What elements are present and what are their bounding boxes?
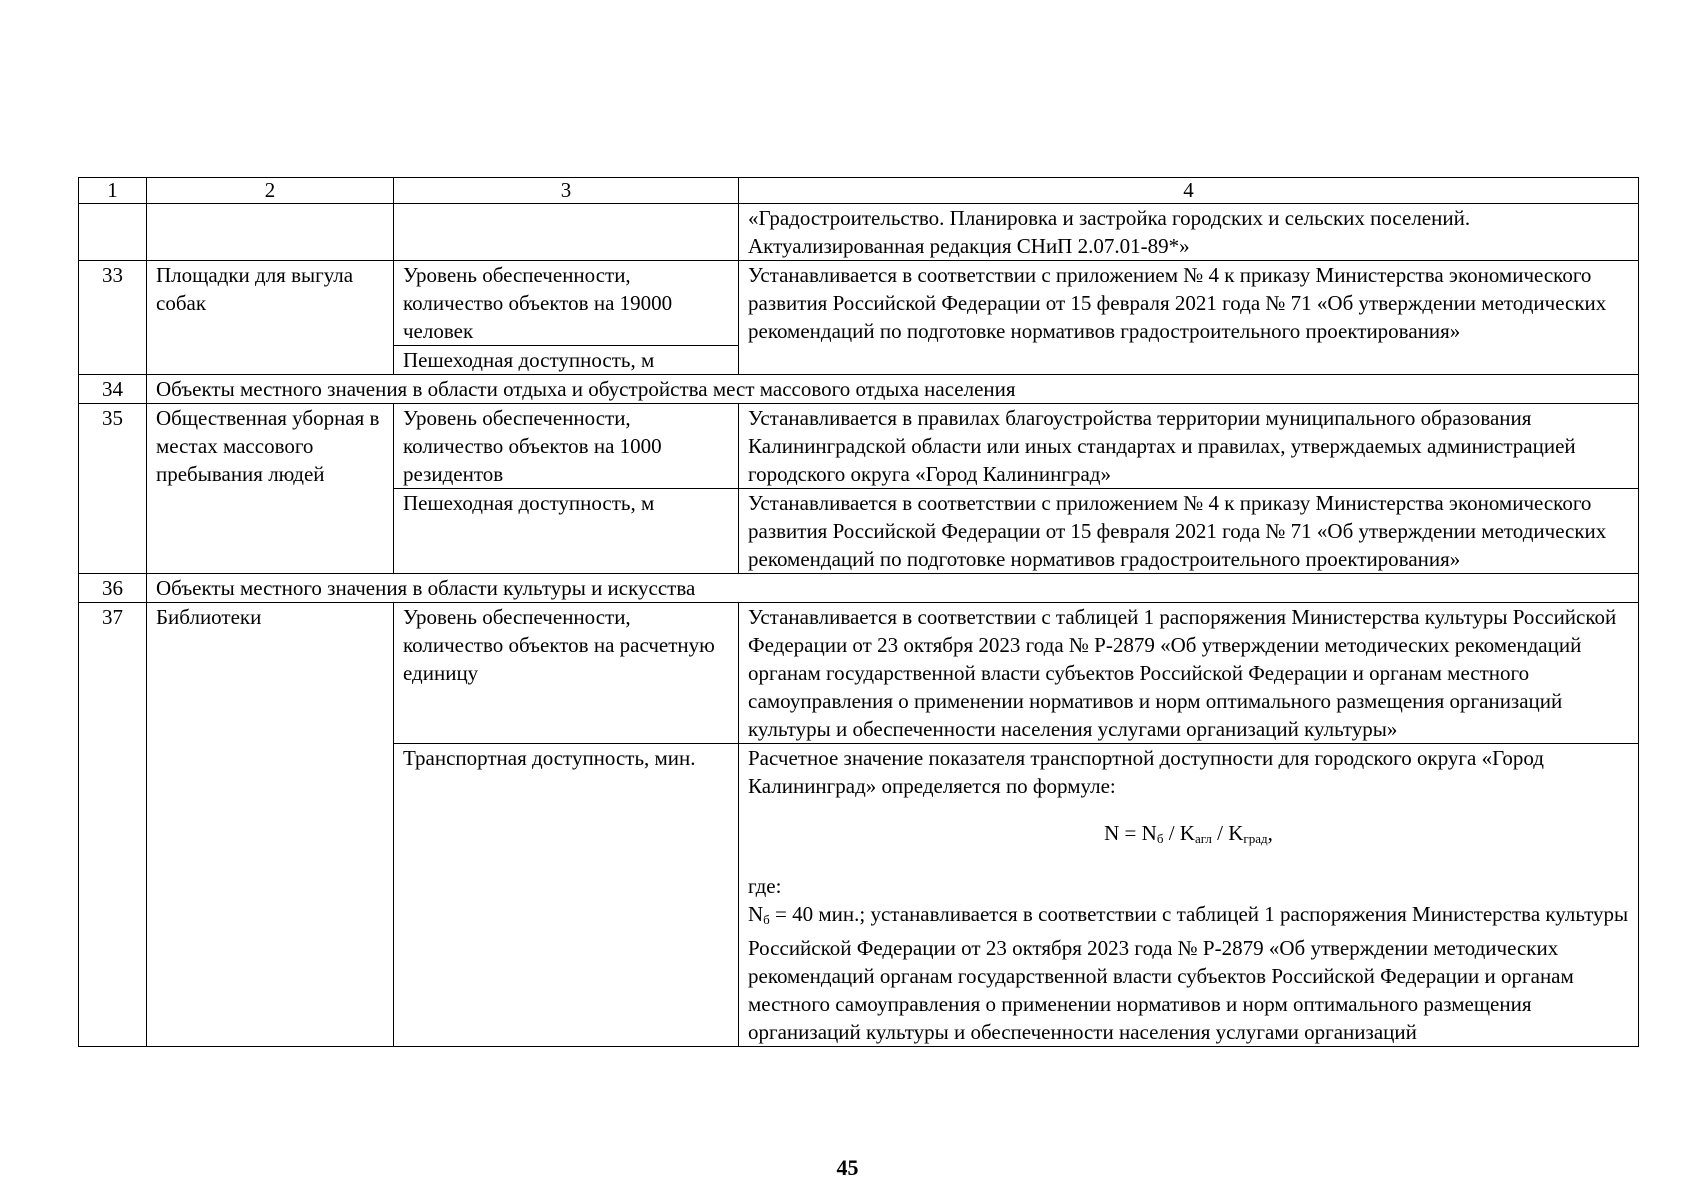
row-number: 37 bbox=[79, 603, 147, 1047]
table-header-row bbox=[79, 178, 1639, 204]
nb-symbol: N bbox=[748, 902, 764, 926]
section-heading: Объекты местного значения в области отдыха и обустройства мест массового отдыха населения bbox=[147, 375, 1639, 404]
formula-nb-definition bbox=[748, 900, 1629, 1046]
indicator-walking-access: Пешеходная доступность, м bbox=[394, 346, 739, 375]
header-col-4: 4 bbox=[739, 178, 1639, 204]
nb-text: = 40 мин.; устанавливается в соответствии с таблицей 1 распоряжения Министерства культуры Российской Федерации от 23 октября 2023 года № Р-2879 «Об утверждении методических рекомендаций органам государственной власти субъектов Российской Федерации и органам местного самоуправления о применении нормативов и норм оптимального размещения организаций культуры и обеспеченности населения услугами организаций bbox=[748, 902, 1629, 1044]
indicator-provision: Уровень обеспеченности, количество объектов на 19000 человек bbox=[394, 261, 739, 346]
formula-tail: , bbox=[1267, 821, 1273, 845]
table-row-33 bbox=[79, 261, 1639, 346]
indicator-provision: Уровень обеспеченности, количество объектов на расчетную единицу bbox=[394, 603, 739, 744]
page-number: 45 bbox=[836, 1155, 859, 1180]
object-name: Библиотеки bbox=[147, 603, 394, 1047]
table-row-36 bbox=[79, 574, 1639, 603]
table-row-35 bbox=[79, 404, 1639, 489]
indicator-value: Устанавливается в правилах благоустройства территории муниципального образования Калининградской области или иных стандартах и правилах, утверждаемых администрацией городского округа «Город Калининград» bbox=[739, 404, 1639, 489]
formula-sub-b: б bbox=[1156, 831, 1164, 846]
indicator-walking-access: Пешеходная доступность, м bbox=[394, 489, 739, 574]
table-row-37 bbox=[79, 603, 1639, 744]
continuation-indicator bbox=[394, 204, 739, 261]
continuation-num bbox=[79, 204, 147, 261]
indicator-value: Устанавливается в соответствии с приложением № 4 к приказу Министерства экономического развития Российской Федерации от 15 февраля 2021 года № 71 «Об утверждении методических рекомендаций по подготовке нормативов градостроительного проектирования» bbox=[739, 261, 1639, 375]
row-number: 36 bbox=[79, 574, 147, 603]
section-heading: Объекты местного значения в области культуры и искусства bbox=[147, 574, 1639, 603]
indicator-value: Устанавливается в соответствии с приложением № 4 к приказу Министерства экономического развития Российской Федерации от 15 февраля 2021 года № 71 «Об утверждении методических рекомендаций по подготовке нормативов градостроительного проектирования» bbox=[739, 489, 1639, 574]
formula-k-agl: / K bbox=[1163, 821, 1195, 845]
row-number: 35 bbox=[79, 404, 147, 574]
continuation-object bbox=[147, 204, 394, 261]
header-col-1: 1 bbox=[79, 178, 147, 204]
formula-intro: Расчетное значение показателя транспортной доступности для городского округа «Город Калининград» определяется по формуле: bbox=[748, 746, 1544, 798]
formula bbox=[748, 800, 1629, 872]
norms-table bbox=[78, 177, 1639, 1047]
header-col-3: 3 bbox=[394, 178, 739, 204]
formula-where: где: bbox=[748, 874, 782, 898]
row-number: 34 bbox=[79, 375, 147, 404]
header-col-2: 2 bbox=[147, 178, 394, 204]
table-row-34 bbox=[79, 375, 1639, 404]
formula-sub-agl: агл bbox=[1194, 831, 1212, 846]
table-row-continuation bbox=[79, 204, 1639, 261]
continuation-value: «Градостроительство. Планировка и застройка городских и сельских поселений. Актуализированная редакция СНиП 2.07.01-89*» bbox=[739, 204, 1639, 261]
indicator-provision: Уровень обеспеченности, количество объектов на 1000 резидентов bbox=[394, 404, 739, 489]
formula-lhs: N = N bbox=[1104, 821, 1157, 845]
formula-k-grad: / K bbox=[1211, 821, 1244, 845]
object-name: Общественная уборная в местах массового пребывания людей bbox=[147, 404, 394, 574]
row-number: 33 bbox=[79, 261, 147, 375]
indicator-transport-access: Транспортная доступность, мин. bbox=[394, 744, 739, 1047]
object-name: Площадки для выгула собак bbox=[147, 261, 394, 375]
indicator-value: Устанавливается в соответствии с таблицей 1 распоряжения Министерства культуры Российской Федерации от 23 октября 2023 года № Р-2879 «Об утверждении методических рекомендаций органам государственной власти субъектов Российской Федерации и органам местного самоуправления о применении нормативов и норм оптимального размещения организаций культуры и обеспеченности населения услугами организаций культуры» bbox=[739, 603, 1639, 744]
nb-sub: б bbox=[763, 912, 770, 927]
formula-sub-grad: град bbox=[1243, 831, 1268, 846]
indicator-value-formula bbox=[739, 744, 1639, 1047]
